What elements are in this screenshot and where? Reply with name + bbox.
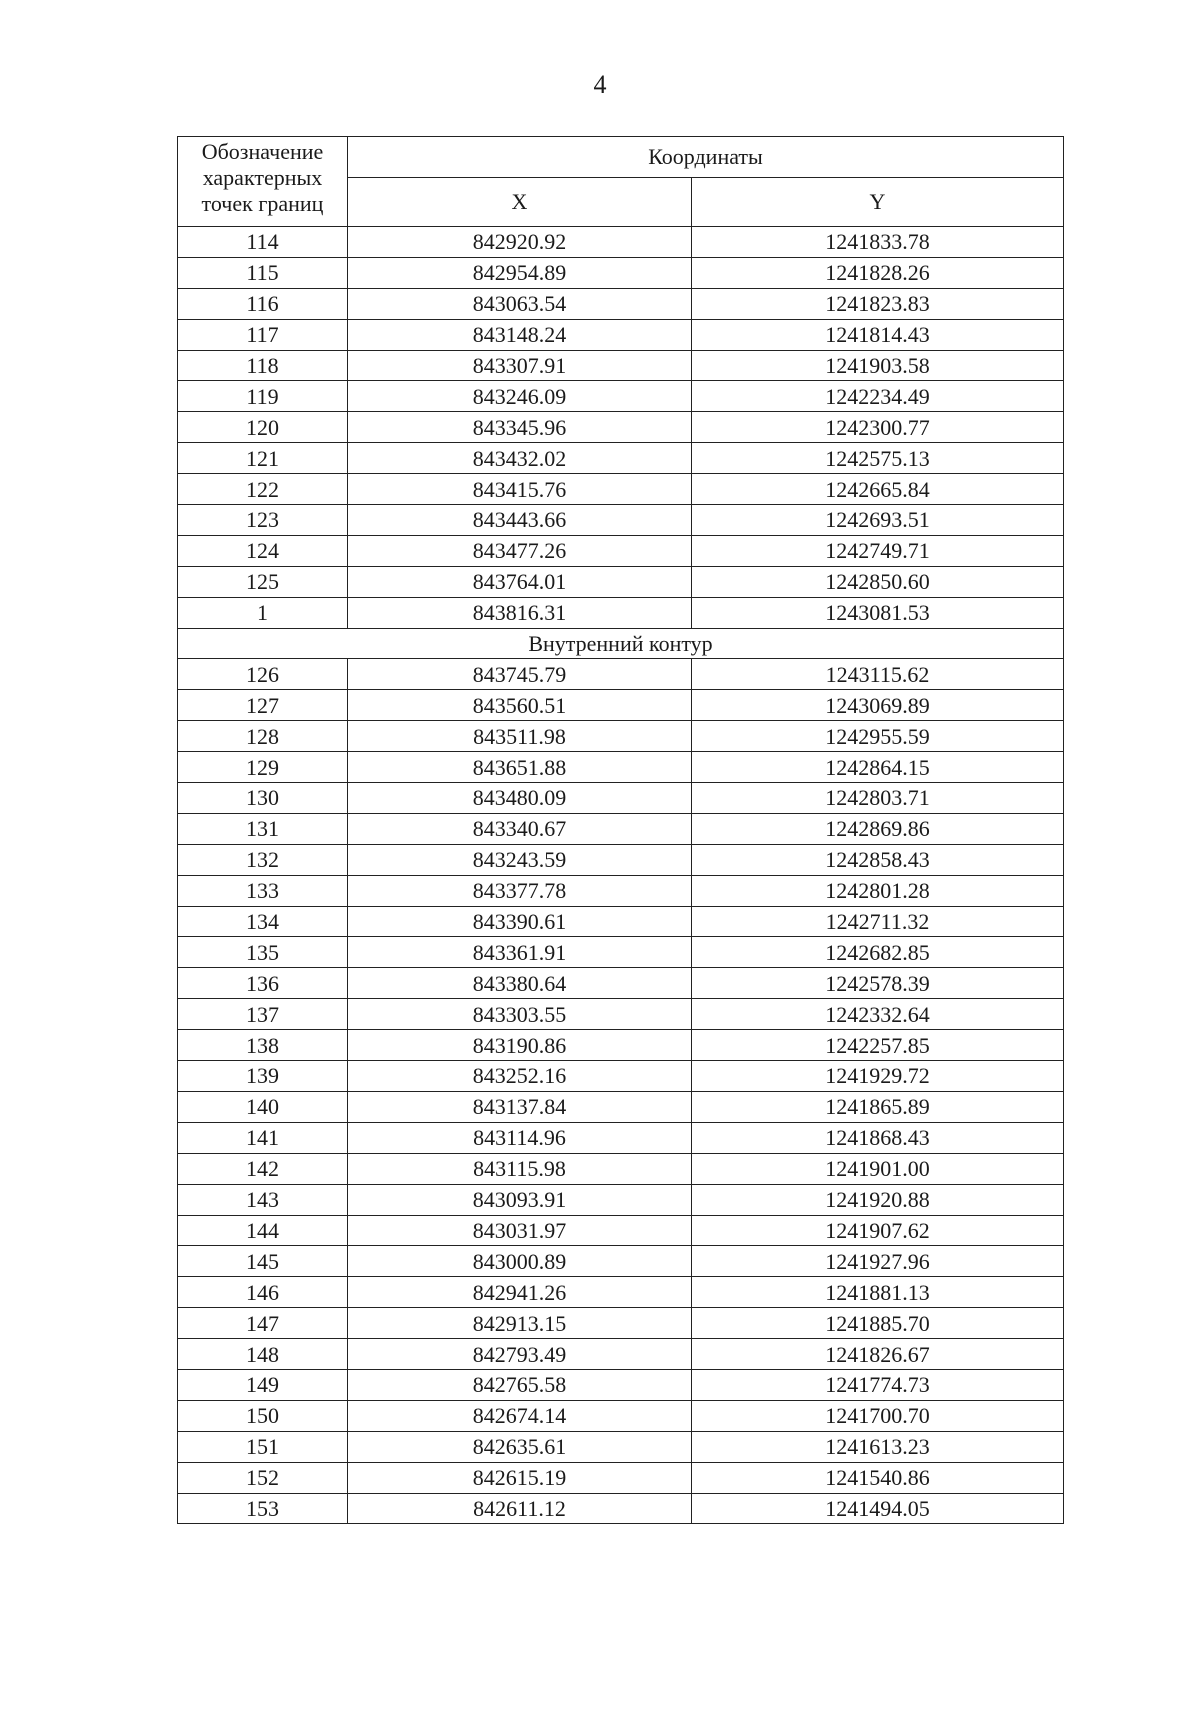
x-value: 843340.67 bbox=[348, 813, 692, 844]
y-value: 1242234.49 bbox=[692, 381, 1064, 412]
x-value: 843443.66 bbox=[348, 505, 692, 536]
table-row bbox=[178, 1400, 1064, 1431]
y-value: 1241927.96 bbox=[692, 1246, 1064, 1277]
table-row bbox=[178, 752, 1064, 783]
x-value: 843345.96 bbox=[348, 412, 692, 443]
y-value: 1241774.73 bbox=[692, 1369, 1064, 1400]
y-value: 1242858.43 bbox=[692, 844, 1064, 875]
x-value: 843390.61 bbox=[348, 906, 692, 937]
x-value: 843000.89 bbox=[348, 1246, 692, 1277]
y-value: 1241826.67 bbox=[692, 1339, 1064, 1370]
point-number: 124 bbox=[178, 535, 348, 566]
point-number: 130 bbox=[178, 783, 348, 814]
x-value: 843764.01 bbox=[348, 566, 692, 597]
table-row bbox=[178, 1493, 1064, 1524]
table-row bbox=[178, 1122, 1064, 1153]
point-number: 148 bbox=[178, 1339, 348, 1370]
point-number: 146 bbox=[178, 1277, 348, 1308]
table-row bbox=[178, 288, 1064, 319]
table-row bbox=[178, 1215, 1064, 1246]
table-row bbox=[178, 1091, 1064, 1122]
point-number: 143 bbox=[178, 1184, 348, 1215]
x-value: 843651.88 bbox=[348, 752, 692, 783]
table-row bbox=[178, 721, 1064, 752]
x-value: 842920.92 bbox=[348, 227, 692, 258]
point-header-line-3: точек границ bbox=[201, 191, 324, 216]
y-value: 1241814.43 bbox=[692, 319, 1064, 350]
point-number: 129 bbox=[178, 752, 348, 783]
y-value: 1241903.58 bbox=[692, 350, 1064, 381]
x-value: 843137.84 bbox=[348, 1091, 692, 1122]
point-header-line-2: характерных bbox=[202, 165, 323, 190]
y-value: 1241885.70 bbox=[692, 1308, 1064, 1339]
point-number: 114 bbox=[178, 227, 348, 258]
y-value: 1242575.13 bbox=[692, 443, 1064, 474]
y-value: 1241901.00 bbox=[692, 1153, 1064, 1184]
point-number: 139 bbox=[178, 1061, 348, 1092]
table-row bbox=[178, 1030, 1064, 1061]
point-number: 140 bbox=[178, 1091, 348, 1122]
point-number: 117 bbox=[178, 319, 348, 350]
point-column-header bbox=[178, 137, 348, 227]
y-value: 1241823.83 bbox=[692, 288, 1064, 319]
y-value: 1241613.23 bbox=[692, 1431, 1064, 1462]
outer-contour-rows bbox=[178, 227, 1064, 629]
x-value: 843114.96 bbox=[348, 1122, 692, 1153]
y-value: 1242665.84 bbox=[692, 474, 1064, 505]
y-value: 1241920.88 bbox=[692, 1184, 1064, 1215]
y-value: 1243115.62 bbox=[692, 659, 1064, 690]
table-row bbox=[178, 319, 1064, 350]
point-number: 151 bbox=[178, 1431, 348, 1462]
coordinates-header: Координаты bbox=[348, 137, 1064, 178]
point-number: 131 bbox=[178, 813, 348, 844]
y-value: 1242864.15 bbox=[692, 752, 1064, 783]
table-row bbox=[178, 505, 1064, 536]
x-value: 843303.55 bbox=[348, 999, 692, 1030]
table-row bbox=[178, 1308, 1064, 1339]
table-row bbox=[178, 412, 1064, 443]
x-value: 842941.26 bbox=[348, 1277, 692, 1308]
coordinates-table bbox=[177, 136, 1064, 1524]
section-label: Внутренний контур bbox=[178, 628, 1064, 659]
y-value: 1242332.64 bbox=[692, 999, 1064, 1030]
x-value: 843246.09 bbox=[348, 381, 692, 412]
y-value: 1243069.89 bbox=[692, 690, 1064, 721]
table-row bbox=[178, 257, 1064, 288]
point-number: 126 bbox=[178, 659, 348, 690]
y-value: 1241907.62 bbox=[692, 1215, 1064, 1246]
point-number: 118 bbox=[178, 350, 348, 381]
table-row bbox=[178, 1246, 1064, 1277]
y-value: 1242682.85 bbox=[692, 937, 1064, 968]
x-value: 843380.64 bbox=[348, 968, 692, 999]
x-value: 842615.19 bbox=[348, 1462, 692, 1493]
x-value: 843745.79 bbox=[348, 659, 692, 690]
table-row bbox=[178, 999, 1064, 1030]
section-row bbox=[178, 628, 1064, 659]
x-value: 843361.91 bbox=[348, 937, 692, 968]
point-number: 121 bbox=[178, 443, 348, 474]
table-row bbox=[178, 937, 1064, 968]
y-value: 1242801.28 bbox=[692, 875, 1064, 906]
y-value: 1243081.53 bbox=[692, 597, 1064, 628]
x-value: 842913.15 bbox=[348, 1308, 692, 1339]
x-value: 843093.91 bbox=[348, 1184, 692, 1215]
table-header bbox=[178, 137, 1064, 227]
table-row bbox=[178, 1339, 1064, 1370]
point-number: 137 bbox=[178, 999, 348, 1030]
point-number: 125 bbox=[178, 566, 348, 597]
y-value: 1242693.51 bbox=[692, 505, 1064, 536]
point-number: 123 bbox=[178, 505, 348, 536]
x-value: 843432.02 bbox=[348, 443, 692, 474]
y-value: 1241865.89 bbox=[692, 1091, 1064, 1122]
x-value: 843063.54 bbox=[348, 288, 692, 319]
point-number: 149 bbox=[178, 1369, 348, 1400]
table-row bbox=[178, 690, 1064, 721]
table-row bbox=[178, 597, 1064, 628]
point-number: 133 bbox=[178, 875, 348, 906]
table-row bbox=[178, 566, 1064, 597]
y-value: 1241868.43 bbox=[692, 1122, 1064, 1153]
x-value: 843511.98 bbox=[348, 721, 692, 752]
x-value: 843148.24 bbox=[348, 319, 692, 350]
y-value: 1241828.26 bbox=[692, 257, 1064, 288]
y-value: 1241700.70 bbox=[692, 1400, 1064, 1431]
inner-contour-rows bbox=[178, 659, 1064, 1524]
point-number: 116 bbox=[178, 288, 348, 319]
table-row bbox=[178, 659, 1064, 690]
point-number: 138 bbox=[178, 1030, 348, 1061]
point-number: 1 bbox=[178, 597, 348, 628]
point-number: 141 bbox=[178, 1122, 348, 1153]
x-column-header: X bbox=[348, 178, 692, 227]
point-number: 147 bbox=[178, 1308, 348, 1339]
table-row bbox=[178, 1184, 1064, 1215]
x-value: 843816.31 bbox=[348, 597, 692, 628]
point-number: 144 bbox=[178, 1215, 348, 1246]
point-number: 120 bbox=[178, 412, 348, 443]
x-value: 843031.97 bbox=[348, 1215, 692, 1246]
y-value: 1241494.05 bbox=[692, 1493, 1064, 1524]
point-number: 119 bbox=[178, 381, 348, 412]
point-number: 152 bbox=[178, 1462, 348, 1493]
table-row bbox=[178, 813, 1064, 844]
y-value: 1242869.86 bbox=[692, 813, 1064, 844]
table-row bbox=[178, 443, 1064, 474]
table-row bbox=[178, 1431, 1064, 1462]
y-value: 1242578.39 bbox=[692, 968, 1064, 999]
y-value: 1242955.59 bbox=[692, 721, 1064, 752]
y-value: 1241881.13 bbox=[692, 1277, 1064, 1308]
y-value: 1242300.77 bbox=[692, 412, 1064, 443]
point-number: 145 bbox=[178, 1246, 348, 1277]
x-value: 842954.89 bbox=[348, 257, 692, 288]
point-number: 134 bbox=[178, 906, 348, 937]
table-row bbox=[178, 350, 1064, 381]
table-row bbox=[178, 227, 1064, 258]
point-number: 135 bbox=[178, 937, 348, 968]
table-row bbox=[178, 381, 1064, 412]
table-row bbox=[178, 1462, 1064, 1493]
point-number: 142 bbox=[178, 1153, 348, 1184]
x-value: 843377.78 bbox=[348, 875, 692, 906]
x-value: 843480.09 bbox=[348, 783, 692, 814]
y-value: 1242803.71 bbox=[692, 783, 1064, 814]
x-value: 843415.76 bbox=[348, 474, 692, 505]
y-value: 1241540.86 bbox=[692, 1462, 1064, 1493]
point-number: 150 bbox=[178, 1400, 348, 1431]
point-number: 153 bbox=[178, 1493, 348, 1524]
x-value: 842635.61 bbox=[348, 1431, 692, 1462]
y-value: 1242257.85 bbox=[692, 1030, 1064, 1061]
y-value: 1242711.32 bbox=[692, 906, 1064, 937]
x-value: 843243.59 bbox=[348, 844, 692, 875]
point-number: 128 bbox=[178, 721, 348, 752]
x-value: 843307.91 bbox=[348, 350, 692, 381]
x-value: 843477.26 bbox=[348, 535, 692, 566]
table-row bbox=[178, 1277, 1064, 1308]
table-row bbox=[178, 844, 1064, 875]
y-column-header: Y bbox=[692, 178, 1064, 227]
point-number: 115 bbox=[178, 257, 348, 288]
table-row bbox=[178, 875, 1064, 906]
y-value: 1241833.78 bbox=[692, 227, 1064, 258]
table-row bbox=[178, 906, 1064, 937]
table-row bbox=[178, 968, 1064, 999]
point-number: 136 bbox=[178, 968, 348, 999]
x-value: 842793.49 bbox=[348, 1339, 692, 1370]
x-value: 842765.58 bbox=[348, 1369, 692, 1400]
table-row bbox=[178, 1369, 1064, 1400]
table-row bbox=[178, 1061, 1064, 1092]
x-value: 842611.12 bbox=[348, 1493, 692, 1524]
y-value: 1241929.72 bbox=[692, 1061, 1064, 1092]
table-row bbox=[178, 783, 1064, 814]
y-value: 1242850.60 bbox=[692, 566, 1064, 597]
table-row bbox=[178, 1153, 1064, 1184]
point-number: 122 bbox=[178, 474, 348, 505]
x-value: 843190.86 bbox=[348, 1030, 692, 1061]
point-number: 127 bbox=[178, 690, 348, 721]
point-header-line-1: Обозначение bbox=[201, 139, 324, 164]
page-number: 4 bbox=[593, 70, 607, 99]
x-value: 843560.51 bbox=[348, 690, 692, 721]
point-number: 132 bbox=[178, 844, 348, 875]
x-value: 843252.16 bbox=[348, 1061, 692, 1092]
y-value: 1242749.71 bbox=[692, 535, 1064, 566]
x-value: 843115.98 bbox=[348, 1153, 692, 1184]
x-value: 842674.14 bbox=[348, 1400, 692, 1431]
table-row bbox=[178, 474, 1064, 505]
table-row bbox=[178, 535, 1064, 566]
section-divider bbox=[178, 628, 1064, 659]
